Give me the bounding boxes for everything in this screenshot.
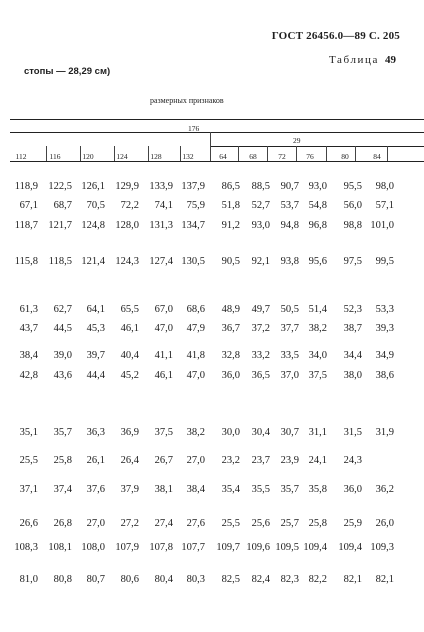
table-cell: 34,4 xyxy=(343,350,362,361)
table-cell: 52,3 xyxy=(343,304,362,315)
table-cell: 23,7 xyxy=(251,455,270,466)
table-word: Таблица xyxy=(329,54,379,66)
table-cell: 98,0 xyxy=(375,181,394,192)
table-cell: 34,9 xyxy=(375,350,394,361)
table-cell: 47,0 xyxy=(186,370,205,381)
table-cell: 97,5 xyxy=(343,256,362,267)
table-top-rule xyxy=(10,119,424,120)
table-cell: 108,1 xyxy=(48,542,72,553)
table-cell: 95,6 xyxy=(308,256,327,267)
table-cell: 51,8 xyxy=(221,200,240,211)
table-cell: 25,8 xyxy=(308,518,327,529)
table-cell: 107,7 xyxy=(181,542,205,553)
table-cell: 25,5 xyxy=(19,455,38,466)
table-cell: 80,6 xyxy=(120,574,139,585)
table-cell: 39,7 xyxy=(86,350,105,361)
table-cell: 124,3 xyxy=(115,256,139,267)
table-cell: 109,6 xyxy=(246,542,270,553)
table-cell: 93,0 xyxy=(251,220,270,231)
table-cell: 37,6 xyxy=(86,484,105,495)
table-cell: 80,8 xyxy=(53,574,72,585)
table-cell: 95,5 xyxy=(343,181,362,192)
table-cell: 47,9 xyxy=(186,323,205,334)
table-cell: 37,5 xyxy=(154,427,173,438)
table-cell: 121,4 xyxy=(81,256,105,267)
table-cell: 30,4 xyxy=(251,427,270,438)
table-cell: 45,2 xyxy=(120,370,139,381)
table-cell: 24,3 xyxy=(343,455,362,466)
table-cell: 51,4 xyxy=(308,304,327,315)
column-header: 72 xyxy=(278,152,286,161)
table-cell: 115,8 xyxy=(14,256,38,267)
table-cell: 118,7 xyxy=(14,220,38,231)
group-caption: размерных признаков xyxy=(150,96,224,105)
table-cell: 36,0 xyxy=(343,484,362,495)
table-cell: 67,0 xyxy=(154,304,173,315)
table-cell: 37,5 xyxy=(308,370,327,381)
table-cell: 124,8 xyxy=(81,220,105,231)
column-header: 76 xyxy=(306,152,314,161)
table-cell: 57,1 xyxy=(375,200,394,211)
table-cell: 74,1 xyxy=(154,200,173,211)
table-cell: 109,5 xyxy=(275,542,299,553)
column-header: 128 xyxy=(150,152,162,161)
table-cell: 48,9 xyxy=(221,304,240,315)
column-header: 64 xyxy=(219,152,227,161)
table-cell: 91,2 xyxy=(221,220,240,231)
table-cell: 53,7 xyxy=(280,200,299,211)
continuation-caption: стопы — 28,29 см) xyxy=(24,66,111,77)
subgroup-rule xyxy=(210,146,424,147)
table-cell: 36,9 xyxy=(120,427,139,438)
table-cell: 45,3 xyxy=(86,323,105,334)
group-29-label: 29 xyxy=(293,136,301,145)
table-cell: 108,3 xyxy=(14,542,38,553)
table-cell: 23,9 xyxy=(280,455,299,466)
table-cell: 31,1 xyxy=(308,427,327,438)
column-header: 116 xyxy=(49,152,61,161)
table-cell: 33,2 xyxy=(251,350,270,361)
table-cell: 52,7 xyxy=(251,200,270,211)
table-cell: 107,9 xyxy=(115,542,139,553)
standard-header: ГОСТ 26456.0—89 С. 205 xyxy=(271,30,400,42)
group-176-label: 176 xyxy=(188,124,200,133)
table-cell: 49,7 xyxy=(251,304,270,315)
table-cell: 24,1 xyxy=(308,455,327,466)
table-cell: 118,5 xyxy=(48,256,72,267)
table-cell: 39,3 xyxy=(375,323,394,334)
table-cell: 61,3 xyxy=(19,304,38,315)
table-cell: 90,7 xyxy=(280,181,299,192)
table-cell: 25,9 xyxy=(343,518,362,529)
table-cell: 36,5 xyxy=(251,370,270,381)
table-cell: 80,7 xyxy=(86,574,105,585)
table-cell: 36,7 xyxy=(221,323,240,334)
table-cell: 43,7 xyxy=(19,323,38,334)
table-cell: 68,6 xyxy=(186,304,205,315)
table-cell: 27,0 xyxy=(186,455,205,466)
table-cell: 108,0 xyxy=(81,542,105,553)
table-label xyxy=(329,54,396,66)
table-cell: 27,4 xyxy=(154,518,173,529)
table-cell: 82,1 xyxy=(375,574,394,585)
header-bottom-rule xyxy=(10,161,424,162)
table-cell: 38,1 xyxy=(154,484,173,495)
table-number: 49 xyxy=(385,54,396,66)
column-header: 132 xyxy=(182,152,194,161)
table-cell: 23,2 xyxy=(221,455,240,466)
table-cell: 93,8 xyxy=(280,256,299,267)
table-cell: 40,4 xyxy=(120,350,139,361)
table-cell: 38,7 xyxy=(343,323,362,334)
table-cell: 82,2 xyxy=(308,574,327,585)
table-cell: 42,8 xyxy=(19,370,38,381)
table-cell: 109,3 xyxy=(370,542,394,553)
table-cell: 121,7 xyxy=(48,220,72,231)
table-cell: 36,3 xyxy=(86,427,105,438)
table-cell: 37,9 xyxy=(120,484,139,495)
table-cell: 26,8 xyxy=(53,518,72,529)
table-cell: 37,2 xyxy=(251,323,270,334)
table-cell: 46,1 xyxy=(120,323,139,334)
table-cell: 38,4 xyxy=(19,350,38,361)
table-cell: 128,0 xyxy=(115,220,139,231)
table-cell: 50,5 xyxy=(280,304,299,315)
table-cell: 64,1 xyxy=(86,304,105,315)
table-cell: 118,9 xyxy=(14,181,38,192)
table-cell: 32,8 xyxy=(221,350,240,361)
table-cell: 99,5 xyxy=(375,256,394,267)
table-cell: 38,2 xyxy=(308,323,327,334)
table-cell: 92,1 xyxy=(251,256,270,267)
column-header: 124 xyxy=(116,152,128,161)
table-cell: 122,5 xyxy=(48,181,72,192)
table-cell: 37,7 xyxy=(280,323,299,334)
column-header: 112 xyxy=(15,152,27,161)
table-cell: 41,8 xyxy=(186,350,205,361)
table-cell: 80,3 xyxy=(186,574,205,585)
table-cell: 109,4 xyxy=(338,542,362,553)
table-cell: 43,6 xyxy=(53,370,72,381)
table-cell: 41,1 xyxy=(154,350,173,361)
table-cell: 82,3 xyxy=(280,574,299,585)
group-rule xyxy=(10,132,424,133)
table-cell: 35,5 xyxy=(251,484,270,495)
table-cell: 25,8 xyxy=(53,455,72,466)
table-cell: 133,9 xyxy=(149,181,173,192)
column-header: 84 xyxy=(373,152,381,161)
column-header: 120 xyxy=(82,152,94,161)
table-cell: 53,3 xyxy=(375,304,394,315)
table-cell: 80,4 xyxy=(154,574,173,585)
table-cell: 96,8 xyxy=(308,220,327,231)
table-cell: 98,8 xyxy=(343,220,362,231)
table-cell: 86,5 xyxy=(221,181,240,192)
table-cell: 70,5 xyxy=(86,200,105,211)
table-cell: 26,1 xyxy=(86,455,105,466)
table-cell: 25,5 xyxy=(221,518,240,529)
table-cell: 26,0 xyxy=(375,518,394,529)
table-cell: 25,7 xyxy=(280,518,299,529)
table-cell: 46,1 xyxy=(154,370,173,381)
table-cell: 82,5 xyxy=(221,574,240,585)
table-cell: 107,8 xyxy=(149,542,173,553)
table-cell: 62,7 xyxy=(53,304,72,315)
table-cell: 38,2 xyxy=(186,427,205,438)
table-cell: 38,0 xyxy=(343,370,362,381)
table-cell: 38,6 xyxy=(375,370,394,381)
table-cell: 68,7 xyxy=(53,200,72,211)
table-cell: 35,1 xyxy=(19,427,38,438)
table-cell: 82,1 xyxy=(343,574,362,585)
table-cell: 93,0 xyxy=(308,181,327,192)
table-cell: 109,7 xyxy=(216,542,240,553)
table-cell: 30,0 xyxy=(221,427,240,438)
table-cell: 38,4 xyxy=(186,484,205,495)
table-cell: 54,8 xyxy=(308,200,327,211)
table-cell: 26,4 xyxy=(120,455,139,466)
table-cell: 65,5 xyxy=(120,304,139,315)
table-cell: 82,4 xyxy=(251,574,270,585)
table-cell: 31,5 xyxy=(343,427,362,438)
table-cell: 25,6 xyxy=(251,518,270,529)
table-cell: 44,5 xyxy=(53,323,72,334)
table-cell: 109,4 xyxy=(303,542,327,553)
table-cell: 37,1 xyxy=(19,484,38,495)
table-cell: 36,2 xyxy=(375,484,394,495)
table-cell: 101,0 xyxy=(370,220,394,231)
table-cell: 88,5 xyxy=(251,181,270,192)
table-cell: 130,5 xyxy=(181,256,205,267)
table-cell: 36,0 xyxy=(221,370,240,381)
table-cell: 37,4 xyxy=(53,484,72,495)
table-cell: 56,0 xyxy=(343,200,362,211)
table-cell: 35,4 xyxy=(221,484,240,495)
table-cell: 39,0 xyxy=(53,350,72,361)
table-cell: 131,3 xyxy=(149,220,173,231)
table-cell: 75,9 xyxy=(186,200,205,211)
table-cell: 47,0 xyxy=(154,323,173,334)
column-header: 68 xyxy=(249,152,257,161)
table-cell: 35,8 xyxy=(308,484,327,495)
table-cell: 33,5 xyxy=(280,350,299,361)
table-cell: 35,7 xyxy=(280,484,299,495)
table-cell: 129,9 xyxy=(115,181,139,192)
table-cell: 27,2 xyxy=(120,518,139,529)
table-cell: 26,7 xyxy=(154,455,173,466)
table-cell: 37,0 xyxy=(280,370,299,381)
table-cell: 27,0 xyxy=(86,518,105,529)
table-cell: 126,1 xyxy=(81,181,105,192)
table-cell: 72,2 xyxy=(120,200,139,211)
table-cell: 34,0 xyxy=(308,350,327,361)
table-cell: 127,4 xyxy=(149,256,173,267)
table-cell: 137,9 xyxy=(181,181,205,192)
table-cell: 27,6 xyxy=(186,518,205,529)
table-cell: 134,7 xyxy=(181,220,205,231)
table-cell: 44,4 xyxy=(86,370,105,381)
table-cell: 90,5 xyxy=(221,256,240,267)
table-cell: 35,7 xyxy=(53,427,72,438)
table-cell: 31,9 xyxy=(375,427,394,438)
table-cell: 81,0 xyxy=(19,574,38,585)
table-cell: 67,1 xyxy=(19,200,38,211)
table-cell: 26,6 xyxy=(19,518,38,529)
table-cell: 94,8 xyxy=(280,220,299,231)
table-cell: 30,7 xyxy=(280,427,299,438)
column-header: 80 xyxy=(341,152,349,161)
